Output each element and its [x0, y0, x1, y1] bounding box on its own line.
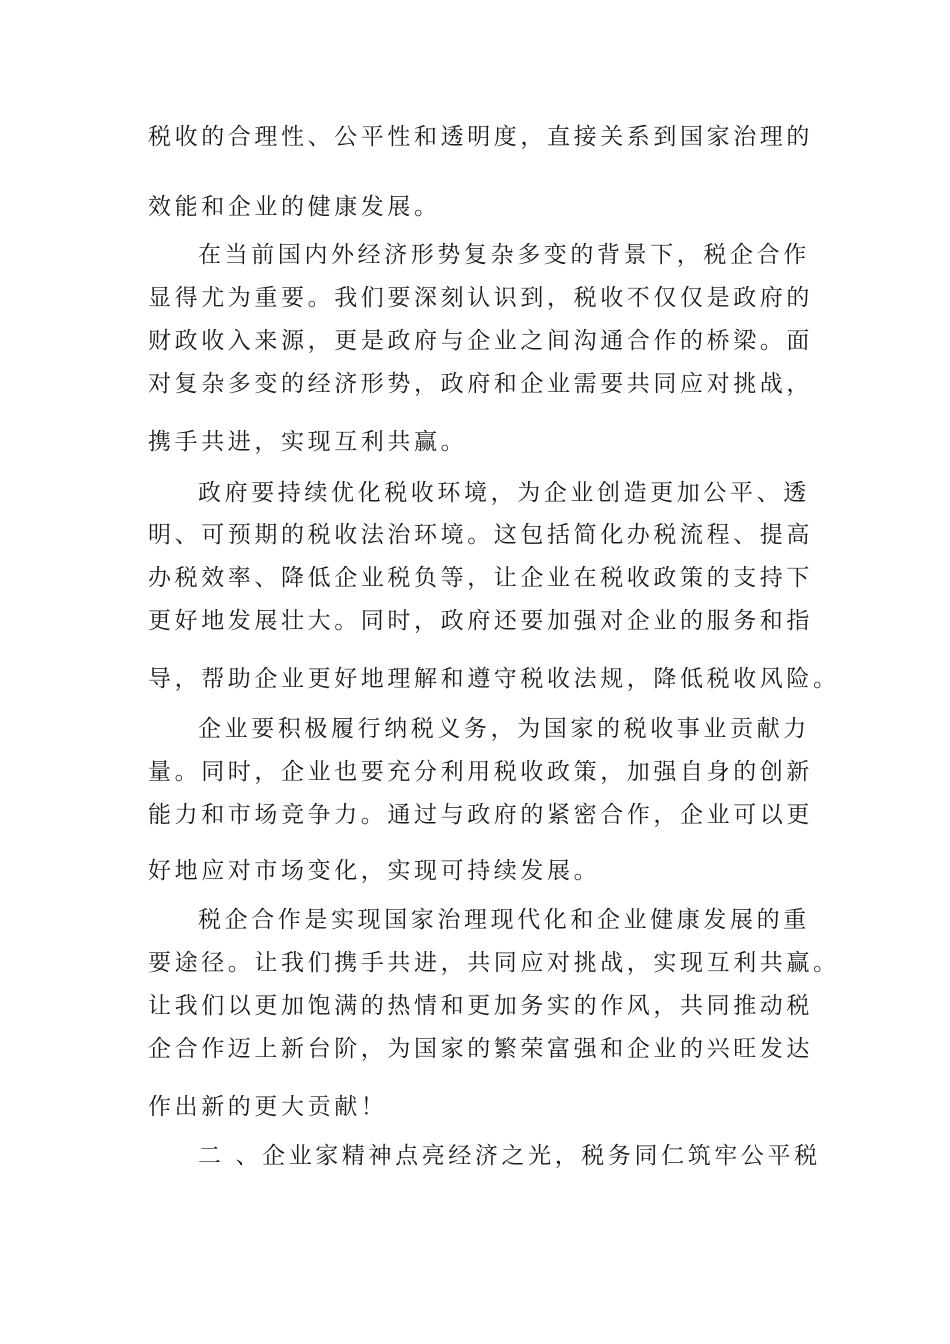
paragraph-5-line-3: 让我们以更加饱满的热情和更加务实的作风，共同推动税 [148, 993, 813, 1019]
paragraph-4-line-3: 能力和市场竞争力。通过与政府的紧密合作，企业可以更 [148, 802, 813, 828]
paragraph-5-line-4: 企合作迈上新台阶，为国家的繁荣富强和企业的兴旺发达 [148, 1036, 813, 1062]
paragraph-3-line-5: 导，帮助企业更好地理解和遵守税收法规，降低税收风险。 [148, 666, 840, 692]
paragraph-1-line-1: 税收的合理性、公平性和透明度，直接关系到国家治理的 [148, 124, 813, 150]
paragraph-3-line-1: 政府要持续优化税收环境，为企业创造更加公平、透 [198, 480, 810, 506]
section-heading-line-1: 二 、企业家精神点亮经济之光，税务同仁筑牢公平税 [198, 1143, 821, 1169]
paragraph-4-line-4: 好地应对市场变化，实现可持续发展。 [148, 858, 601, 884]
paragraph-5-line-2: 要途径。让我们携手共进，共同应对挑战，实现互利共赢。 [148, 950, 840, 976]
paragraph-2-line-1: 在当前国内外经济形势复杂多变的背景下，税企合作 [198, 242, 810, 268]
paragraph-2-line-3: 财政收入来源，更是政府与企业之间沟通合作的桥梁。面 [148, 328, 813, 354]
paragraph-3-line-2: 明、可预期的税收法治环境。这包括简化办税流程、提高 [148, 522, 813, 548]
paragraph-2-line-2: 显得尤为重要。我们要深刻认识到，税收不仅仅是政府的 [148, 285, 813, 311]
paragraph-3-line-3: 办税效率、降低企业税负等，让企业在税收政策的支持下 [148, 565, 813, 591]
paragraph-1-line-2: 效能和企业的健康发展。 [148, 194, 441, 220]
paragraph-3-line-4: 更好地发展壮大。同时，政府还要加强对企业的服务和指 [148, 608, 813, 634]
paragraph-2-line-5: 携手共进，实现互利共赢。 [148, 429, 468, 455]
paragraph-5-line-5: 作出新的更大贡献！ [148, 1094, 388, 1120]
paragraph-5-line-1: 税企合作是实现国家治理现代化和企业健康发展的重 [198, 907, 810, 933]
paragraph-4-line-1: 企业要积极履行纳税义务，为国家的税收事业贡献力 [198, 716, 810, 742]
paragraph-2-line-4: 对复杂多变的经济形势，政府和企业需要共同应对挑战， [148, 371, 813, 397]
paragraph-4-line-2: 量。同时，企业也要充分利用税收政策，加强自身的创新 [148, 759, 813, 785]
